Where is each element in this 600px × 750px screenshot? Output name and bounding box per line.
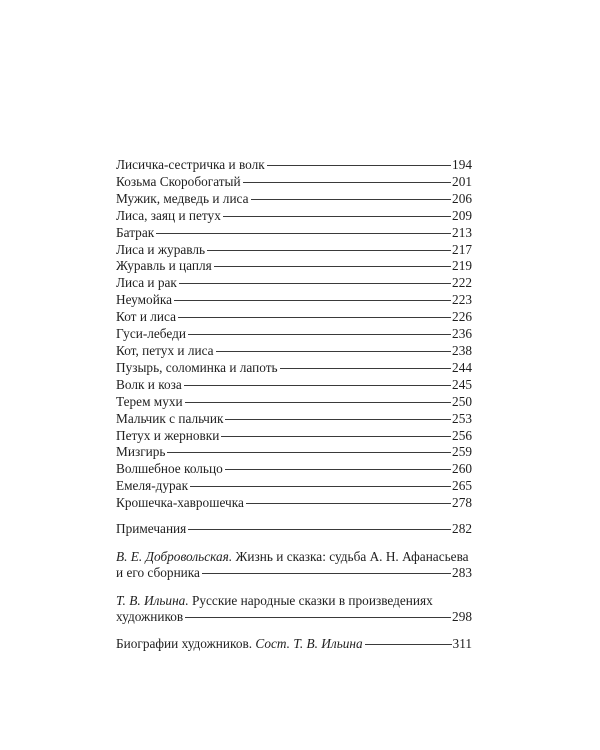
toc-entry[interactable] [116,411,472,428]
dot-leader [365,644,452,645]
toc-entry-page: 265 [452,478,472,494]
toc-entry[interactable] [116,495,472,512]
author-name: В. Е. Добровольская. [116,548,233,564]
toc-entry[interactable] [116,478,472,495]
toc-entry-page: 217 [452,241,472,257]
dot-leader [207,250,451,251]
toc-entry-title: Козьма Скоробогатый [116,173,241,189]
dot-leader [188,334,451,335]
toc-entry[interactable] [116,174,472,191]
dot-leader [185,617,451,618]
toc-entry-title: Мальчик с пальчик [116,410,224,426]
toc-entry-title: Батрак [116,224,155,240]
toc-entry-title: Неумойка [116,292,172,308]
dot-leader [179,283,451,284]
toc-entry-page: 223 [452,292,472,308]
toc-entry-title: Кот, петух и лиса [116,342,214,358]
dot-leader [225,419,451,420]
dot-leader [246,503,451,504]
table-of-contents [116,157,472,653]
toc-entry-page: 236 [452,326,472,342]
compiler-name: Сост. Т. В. Ильина [255,635,363,651]
toc-entry-title: Лиса, заяц и петух [116,207,221,223]
toc-entry-page: 282 [452,521,472,537]
toc-entry-title: Биографии художников. Сост. Т. В. Ильина [116,635,363,651]
dot-leader [267,165,451,166]
toc-entry-page: 311 [452,635,472,651]
toc-entry[interactable] [116,191,472,208]
toc-entry-title: Лисичка-сестричка и волк [116,157,265,172]
toc-entry[interactable] [116,394,472,411]
toc-entry-title: Мизгирь [116,444,166,460]
dot-leader [156,233,451,234]
toc-entry-artist-biographies[interactable] [116,636,472,653]
toc-entry-title: Примечания [116,521,187,537]
toc-entry-title: Крошечка-хаврошечка [116,495,244,511]
toc-entry-title: Лиса и рак [116,275,177,291]
essay-title-line1: Русские народные сказки в произведениях [188,592,433,608]
toc-entries [116,157,472,512]
toc-entry-title: Терем мухи [116,393,183,409]
dot-leader [251,199,452,200]
toc-entry-page: 260 [452,461,472,477]
essay-title-line1: Жизнь и сказка: судьба А. Н. Афанасьева [232,548,469,564]
author-name: Т. В. Ильина. [116,592,189,608]
toc-entry[interactable] [116,309,472,326]
toc-entry[interactable] [116,428,472,445]
toc-entry[interactable] [116,242,472,259]
toc-entry-page: 244 [452,359,472,375]
dot-leader [214,266,451,267]
toc-entry-page: 238 [452,342,472,358]
dot-leader [280,368,451,369]
toc-entry-page: 250 [452,393,472,409]
toc-entry-page: 213 [452,224,472,240]
toc-entry-page: 283 [452,564,472,580]
toc-entry[interactable] [116,208,472,225]
essay-title-line2: и его сборника [116,564,200,580]
dot-leader [223,216,451,217]
toc-entry-page: 194 [452,157,472,172]
dot-leader [202,573,451,574]
toc-entry-title: Волшебное кольцо [116,461,223,477]
toc-entry[interactable] [116,157,472,174]
toc-entry-page: 259 [452,444,472,460]
dot-leader [216,351,451,352]
toc-entry-essay-dobrovolskaya[interactable] [116,548,472,582]
toc-entry[interactable] [116,326,472,343]
dot-leader [184,385,451,386]
toc-entry-page: 201 [452,173,472,189]
toc-entry-page: 253 [452,410,472,426]
toc-entry-page: 222 [452,275,472,291]
toc-entry-title: Кот и лиса [116,309,176,325]
toc-entry-page: 298 [452,608,472,624]
dot-leader [225,469,451,470]
toc-entry-page: 206 [452,190,472,206]
toc-entry-page: 226 [452,309,472,325]
dot-leader [243,182,451,183]
toc-entry-page: 219 [452,258,472,274]
toc-entry-essay-ilina[interactable] [116,592,472,626]
toc-entry[interactable] [116,343,472,360]
dot-leader [167,452,451,453]
dot-leader [221,436,451,437]
toc-entry-page: 256 [452,427,472,443]
toc-entry[interactable] [116,225,472,242]
toc-entry-title: Петух и жерновки [116,427,220,443]
dot-leader [185,402,451,403]
toc-entry-title: Пузырь, соломинка и лапоть [116,359,278,375]
toc-entry[interactable] [116,292,472,309]
essay-title-line2: художников [116,608,184,624]
dot-leader [178,317,451,318]
toc-entry[interactable] [116,444,472,461]
toc-entry[interactable] [116,377,472,394]
dot-leader [174,300,451,301]
toc-entry-page: 245 [452,376,472,392]
toc-entry-title: Емеля-дурак [116,478,189,494]
toc-entry[interactable] [116,258,472,275]
toc-entry-notes[interactable] [116,521,472,538]
toc-entry[interactable] [116,360,472,377]
toc-entry-title: Журавль и цапля [116,258,212,274]
dot-leader [190,486,451,487]
toc-entry-page: 209 [452,207,472,223]
toc-entry-title: Гуси-лебеди [116,326,187,342]
toc-entry[interactable] [116,461,472,478]
toc-entry-title: Мужик, медведь и лиса [116,190,249,206]
toc-entry-page: 278 [452,495,472,511]
dot-leader [188,529,451,530]
toc-entry-title: Волк и коза [116,376,182,392]
toc-entry-title: Лиса и журавль [116,241,206,257]
toc-entry[interactable] [116,275,472,292]
